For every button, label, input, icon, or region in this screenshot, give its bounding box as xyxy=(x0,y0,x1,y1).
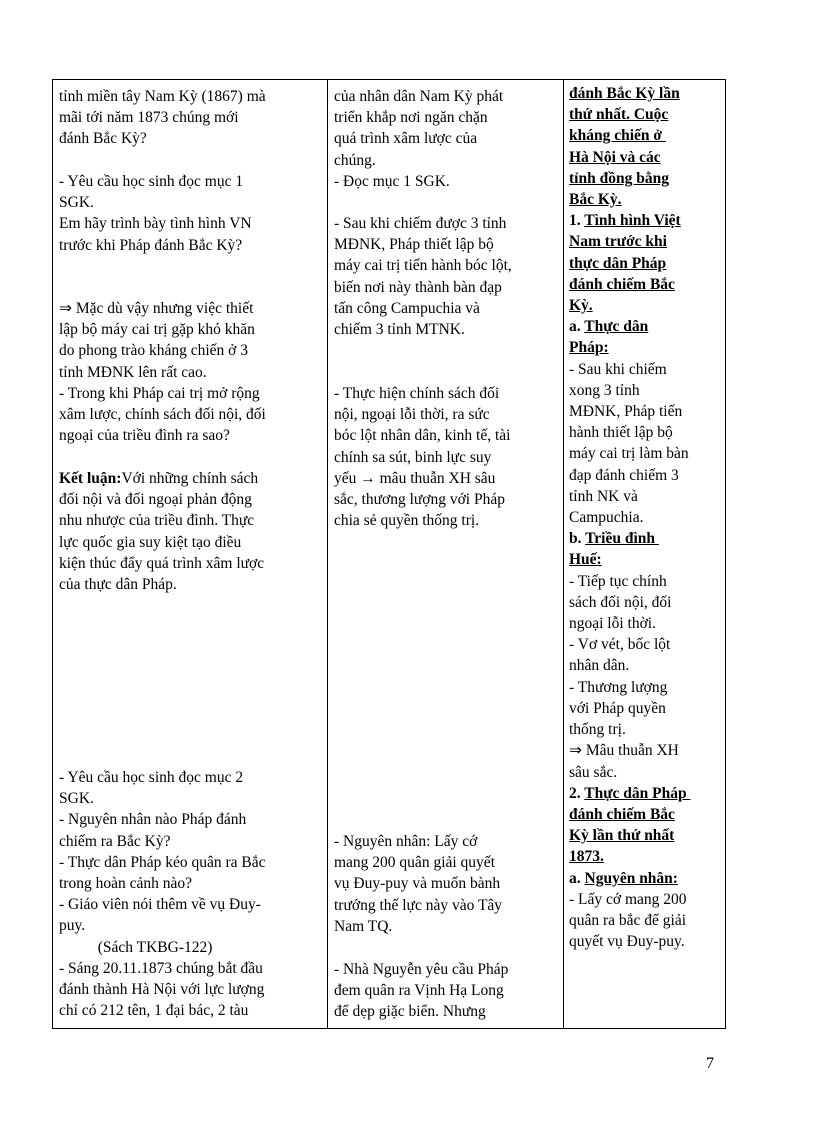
text-line: sách đối nội, đối xyxy=(569,593,672,611)
text-line: do phong trào kháng chiến ở 3 xyxy=(59,342,248,360)
c1-conclusion xyxy=(59,468,323,595)
text-line: tỉnh NK và xyxy=(569,487,638,505)
heading-line: đánh chiếm Bắc xyxy=(569,805,675,823)
subheading-number: a. xyxy=(569,318,585,336)
teacher-activity-column xyxy=(53,80,328,1028)
text-line: - Yêu cầu học sinh đọc mục 2 xyxy=(59,769,244,786)
text-line xyxy=(59,468,323,489)
text-line: - Sáng 20.11.1873 chúng bắt đầu xyxy=(59,959,263,977)
text-line: - Đọc mục 1 SGK. xyxy=(334,172,450,190)
text-line: SGK. xyxy=(59,790,94,808)
c2-block-3 xyxy=(334,383,559,531)
text-line: sâu sắc. xyxy=(569,763,618,781)
text-line: kiện thúc đẩy quá trình xâm lược xyxy=(59,554,265,572)
text-line: của nhân dân Nam Kỳ phát xyxy=(334,88,504,105)
c2-block-4 xyxy=(334,831,559,937)
content-column xyxy=(564,80,726,1028)
subheading-a xyxy=(569,316,723,337)
subheading-b xyxy=(569,528,723,549)
heading-text: Tình hình Việt xyxy=(584,212,681,230)
text-line: thống trị. xyxy=(569,721,626,739)
text-line: - Thương lượng xyxy=(569,678,668,696)
section-title-line: kháng chiến ở xyxy=(569,127,666,145)
subheading-text: Triều đình xyxy=(585,530,659,548)
text-line: máy cai trị làm bàn xyxy=(569,445,689,463)
heading-line: 1873. xyxy=(569,848,604,866)
text-line: - Thực hiện chính sách đối xyxy=(334,385,500,402)
heading-2 xyxy=(569,783,723,804)
section-title-line: Bắc Kỳ. xyxy=(569,191,622,209)
c3-content xyxy=(569,83,723,952)
c1-block-3 xyxy=(59,298,323,446)
heading-text: Thực dân Pháp xyxy=(584,784,691,802)
text-line: - Nguyên nhân nào Pháp đánh xyxy=(59,811,247,829)
subheading-number: a. xyxy=(569,869,585,887)
c1-block-2 xyxy=(59,171,323,256)
conclusion-text: Với những chính sách xyxy=(121,470,259,487)
text-line: yếu → mâu thuẫn XH sâu xyxy=(334,469,496,487)
text-line: (Sách TKBG-122) xyxy=(59,938,213,956)
lesson-table xyxy=(52,79,726,1029)
subheading-line: Huế: xyxy=(569,551,602,569)
text-line: - Vơ vét, bốc lột xyxy=(569,636,671,654)
c2-block-2 xyxy=(334,213,559,340)
text-line: chiếm ra Bắc Kỳ? xyxy=(59,832,171,850)
subheading-number: b. xyxy=(569,530,586,548)
text-line: - Nguyên nhân: Lấy cớ xyxy=(334,833,478,850)
text-line: - Sau khi chiếm được 3 tỉnh xyxy=(334,215,507,232)
subheading-line: Pháp: xyxy=(569,339,609,357)
section-title-line: đánh Bắc Kỳ lần xyxy=(569,85,680,102)
text-line: - Yêu cầu học sinh đọc mục 1 xyxy=(59,173,244,190)
heading-line: Nam trước khi xyxy=(569,233,667,251)
text-line: - Trong khi Pháp cai trị mở rộng xyxy=(59,384,260,402)
text-line: chính sa sút, binh lực suy xyxy=(334,448,492,466)
text-line: Campuchia. xyxy=(569,509,644,527)
heading-line: Kỳ lần thứ nhất xyxy=(569,827,675,845)
text-line: Nam TQ. xyxy=(334,917,393,935)
heading-line: thực dân Pháp xyxy=(569,254,667,272)
c1-block-1 xyxy=(59,86,323,150)
text-line: ngoại của triều đình ra sao? xyxy=(59,427,230,445)
text-line: đạp đánh chiếm 3 xyxy=(569,466,679,484)
text-line: ⇒ Mặc dù vậy nhưng việc thiết xyxy=(59,300,254,317)
text-line: vụ Đuy-puy và muốn bành xyxy=(334,875,501,893)
text-line: với Pháp quyền xyxy=(569,699,666,717)
section-title-line: Hà Nội và các xyxy=(569,148,661,166)
text-line: Em hãy trình bày tình hình VN xyxy=(59,215,252,233)
text-line: MĐNK, Pháp tiến xyxy=(569,403,683,421)
text-line: - Tiếp tục chính xyxy=(569,572,667,590)
text-line: trướng thế lực này vào Tây xyxy=(334,896,503,914)
text-line: lực quốc gia suy kiệt tạo điều xyxy=(59,533,242,551)
text-line: đối nội và đối ngoại phản động xyxy=(59,491,252,509)
text-line: trước khi Pháp đánh Bắc Kỳ? xyxy=(59,236,243,254)
text-line: của thực dân Pháp. xyxy=(59,576,177,594)
text-line: - Sau khi chiếm xyxy=(569,360,667,378)
text-line: lập bộ máy cai trị gặp khó khăn xyxy=(59,321,255,339)
text-line: - Giáo viên nói thêm về vụ Đuy- xyxy=(59,896,261,914)
text-line: chia sẻ quyền thống trị. xyxy=(334,512,480,530)
student-activity-column xyxy=(328,80,564,1028)
text-line: bóc lột nhân dân, kinh tế, tài xyxy=(334,427,511,445)
c2-block-1 xyxy=(334,86,559,192)
heading-line: đánh chiếm Bắc xyxy=(569,275,675,293)
text-line: nội, ngoại lỗi thời, ra sức xyxy=(334,406,490,424)
text-line: quyết vụ Đuy-puy. xyxy=(569,933,685,951)
heading-number: 2. xyxy=(569,784,585,802)
text-line: xâm lược, chính sách đối nội, đối xyxy=(59,406,266,424)
page-number: 7 xyxy=(706,1055,714,1072)
text-line: - Thực dân Pháp kéo quân ra Bắc xyxy=(59,853,266,871)
text-line: nhu nhược của triều đình. Thực xyxy=(59,512,255,530)
text-line: triển khắp nơi ngăn chặn xyxy=(334,109,488,127)
subheading-text: Thực dân xyxy=(584,318,649,336)
text-line: tỉnh miền tây Nam Kỳ (1867) mà xyxy=(59,88,266,105)
text-line: ngoại lỗi thời. xyxy=(569,615,656,633)
section-title-line: thứ nhất. Cuộc xyxy=(569,106,669,124)
text-line: - Nhà Nguyễn yêu cầu Pháp xyxy=(334,961,509,978)
c2-block-5 xyxy=(334,959,559,1023)
heading-1 xyxy=(569,210,723,231)
text-line: để dẹp giặc biển. Nhưng xyxy=(334,1003,486,1021)
subheading-text: Nguyên nhân: xyxy=(584,869,678,887)
text-line: tỉnh MĐNK lên rất cao. xyxy=(59,363,207,381)
c1-block-5 xyxy=(59,767,323,1021)
section-title-line: tỉnh đồng bằng xyxy=(569,169,669,187)
heading-line: Kỳ. xyxy=(569,297,593,315)
text-line: đánh thành Hà Nội với lực lượng xyxy=(59,981,265,999)
text-line: mang 200 quân giải quyết xyxy=(334,854,495,872)
text-line: nhân dân. xyxy=(569,657,630,675)
text-line: quá trình xâm lược của xyxy=(334,130,478,148)
text-line: quân ra bắc để giải xyxy=(569,911,687,929)
text-line: biến nơi này thành bàn đạp xyxy=(334,278,502,296)
text-line: chúng. xyxy=(334,151,376,169)
text-line: - Lấy cớ mang 200 xyxy=(569,890,687,908)
text-line: hành thiết lập bộ xyxy=(569,424,673,442)
conclusion-label: Kết luận: xyxy=(59,470,122,487)
text-line: trong hoàn cảnh nào? xyxy=(59,875,192,893)
text-line: máy cai trị tiến hành bóc lột, xyxy=(334,257,512,275)
subheading-a2 xyxy=(569,868,723,889)
text-line: ⇒ Mâu thuẫn XH xyxy=(569,742,679,760)
text-line: sắc, thương lượng với Pháp xyxy=(334,491,505,509)
text-line: MĐNK, Pháp thiết lập bộ xyxy=(334,236,494,254)
text-line: SGK. xyxy=(59,194,94,212)
text-line: tấn công Campuchia và xyxy=(334,299,480,317)
text-line: chiếm 3 tỉnh MTNK. xyxy=(334,321,465,339)
text-line: mãi tới năm 1873 chúng mới xyxy=(59,109,239,127)
text-line: puy. xyxy=(59,917,86,935)
text-line: đánh Bắc Kỳ? xyxy=(59,130,147,148)
text-line: đem quân ra Vịnh Hạ Long xyxy=(334,982,504,1000)
heading-number: 1. xyxy=(569,212,585,230)
text-line: xong 3 tỉnh xyxy=(569,381,640,399)
text-line: chỉ có 212 tên, 1 đại bác, 2 tàu xyxy=(59,1002,249,1020)
